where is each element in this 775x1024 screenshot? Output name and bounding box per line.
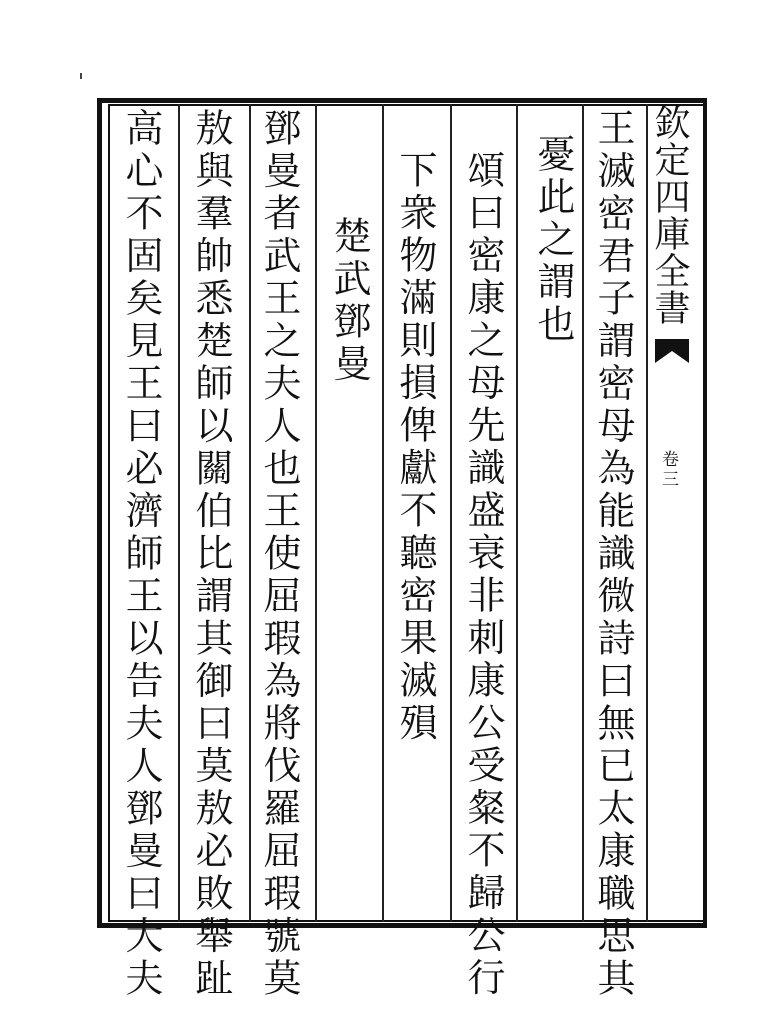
text-column-7: 敖與羣帥悉楚師以關伯比謂其御曰莫敖必敗舉趾	[189, 108, 233, 1001]
text-column-1: 王滅密君子謂密母為能識微詩曰無已太康職思其	[591, 108, 635, 1001]
column-divider	[516, 104, 518, 922]
text-column-8: 高心不固矣見王曰必濟師王以告夫人鄧曼曰大夫	[119, 108, 163, 1001]
column-divider	[249, 104, 251, 922]
text-column-2: 憂此之謂也	[531, 134, 575, 347]
column-divider	[582, 104, 584, 922]
text-column-4: 下衆物滿則損俾獻不聽密果滅殞	[393, 150, 437, 745]
text-column-3: 頌曰密康之母先識盛衰非刺康公受粲不歸公行	[461, 150, 505, 1000]
book-title: 欽定四庫全書	[649, 104, 690, 326]
section-heading: 楚武鄧曼	[327, 216, 371, 386]
column-divider	[450, 104, 452, 922]
inner-border-left	[108, 104, 110, 922]
column-divider	[382, 104, 384, 922]
page-border-right	[703, 98, 707, 928]
ink-speck	[80, 73, 82, 79]
column-divider	[315, 104, 317, 922]
fish-tail-mark-icon	[653, 337, 691, 365]
column-divider	[178, 104, 180, 922]
volume-label: 卷三	[658, 450, 678, 490]
inner-border-top	[108, 104, 704, 106]
text-column-6: 鄧曼者武王之夫人也王使屈瑕為將伐羅屈瑕號莫	[257, 108, 301, 1001]
